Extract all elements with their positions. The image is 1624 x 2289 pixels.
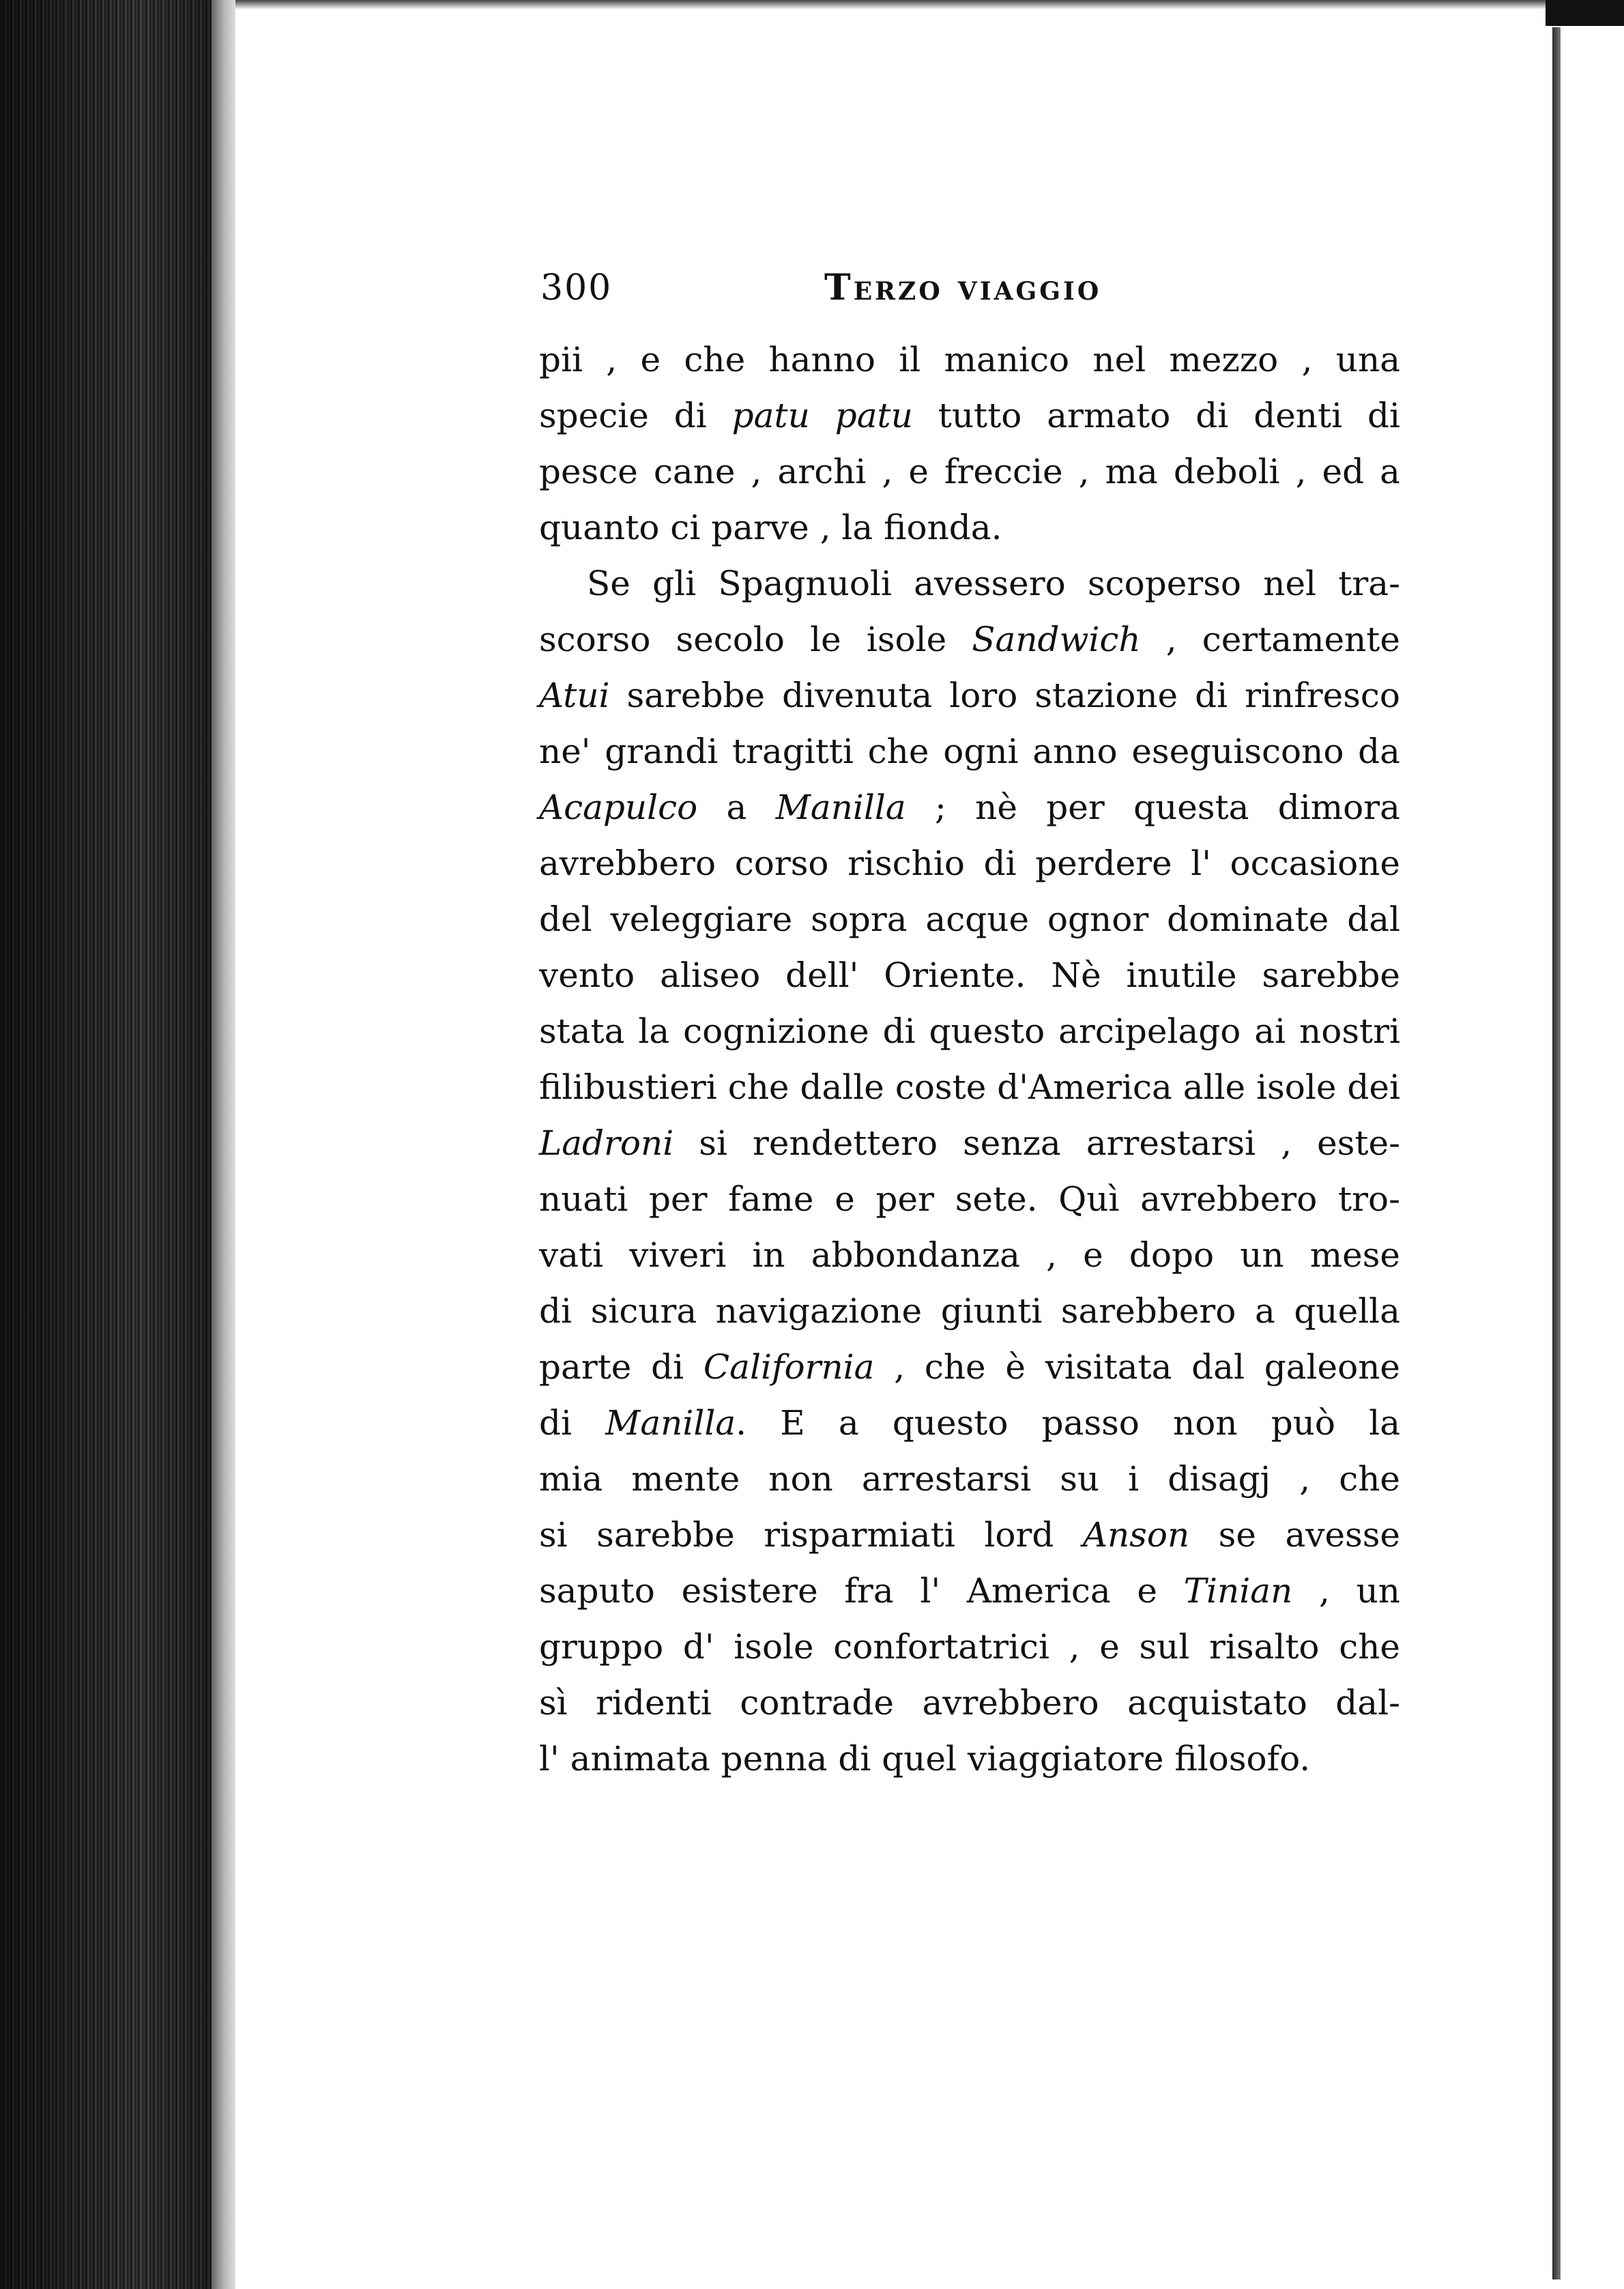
text-segment: stata la cognizione di questo arcipelago ai nostri (539, 1011, 1400, 1051)
text-segment: vento aliseo dell' Oriente. Nè inutile sarebbe (539, 955, 1400, 995)
text-segment: l' animata penna di quel viaggiatore filosofo. (539, 1739, 1311, 1779)
italic-name: Tinian (1183, 1571, 1293, 1611)
text-segment: del veleggiare sopra acque ognor dominate dal (539, 899, 1400, 939)
text-line (539, 779, 1400, 835)
text-line (539, 1003, 1400, 1059)
italic-name: Sandwich (972, 620, 1141, 659)
italic-name: Anson (1082, 1515, 1190, 1555)
text-segment: , certamente (1140, 620, 1400, 659)
text-line (539, 1227, 1400, 1283)
running-header (540, 268, 1155, 308)
right-top-dark-corner (1546, 0, 1624, 26)
text-line (539, 611, 1400, 667)
text-segment: se avesse (1189, 1515, 1401, 1555)
text-line (539, 1451, 1400, 1507)
text-line (539, 500, 1400, 556)
text-segment: tutto armato di denti di (912, 396, 1400, 435)
text-segment: specie di (539, 396, 732, 435)
text-line (539, 1675, 1400, 1731)
italic-name: Manilla (775, 788, 906, 827)
text-segment: a (697, 788, 776, 827)
text-segment: sì ridenti contrade avrebbero acquistato dal- (539, 1683, 1400, 1723)
text-segment: , un (1292, 1571, 1400, 1611)
right-edge-line (1552, 27, 1561, 2279)
text-line (539, 835, 1400, 891)
text-segment: , che è visitata dal galeone (874, 1347, 1400, 1387)
book-edge (0, 0, 235, 2289)
text-segment: mia mente non arrestarsi su i disagj , che (539, 1459, 1400, 1499)
text-segment: si sarebbe risparmiati lord (539, 1515, 1083, 1555)
text-segment: vati viveri in abbondanza , e dopo un mese (539, 1235, 1400, 1275)
text-line (539, 667, 1400, 723)
text-segment: . E a questo passo non può la (736, 1403, 1400, 1443)
italic-name: Atui (539, 676, 610, 715)
text-segment: sarebbe divenuta loro stazione di rinfresco (609, 676, 1400, 715)
text-segment: pesce cane , archi , e freccie , ma deboli , ed a (539, 452, 1400, 491)
text-segment: pii , e che hanno il manico nel mezzo , una (539, 340, 1400, 379)
text-segment: scorso secolo le isole (539, 620, 972, 659)
italic-name: California (703, 1347, 875, 1387)
running-head-title: Terzo viaggio (824, 267, 1102, 308)
text-line (539, 947, 1400, 1003)
text-line (539, 556, 1400, 611)
text-segment: di sicura navigazione giunti sarebbero a quella (539, 1291, 1400, 1331)
text-segment: nuati per fame e per sete. Quì avrebbero tro- (539, 1179, 1400, 1219)
text-line (539, 388, 1400, 444)
text-line (539, 1619, 1400, 1675)
text-segment: di (539, 1403, 606, 1443)
text-line (539, 1115, 1400, 1171)
text-segment: saputo esistere fra l' America e (539, 1571, 1184, 1611)
text-segment: parte di (539, 1347, 704, 1387)
text-line (539, 1507, 1400, 1563)
text-line (539, 723, 1400, 779)
text-line (539, 1731, 1400, 1787)
text-line (539, 332, 1400, 388)
text-segment: ; nè per questa dimora (905, 788, 1400, 827)
italic-name: Manilla (605, 1403, 736, 1443)
text-line (539, 1059, 1400, 1115)
text-segment: gruppo d' isole confortatrici , e sul risalto che (539, 1627, 1400, 1667)
text-segment: avrebbero corso rischio di perdere l' occasione (539, 844, 1400, 883)
text-segment: filibustieri che dalle coste d'America alle isole dei (539, 1067, 1400, 1107)
text-segment: si rendettero senza arrestarsi , este- (673, 1123, 1400, 1163)
text-line (539, 1563, 1400, 1619)
text-segment: Se gli Spagnuoli avessero scoperso nel tra- (587, 564, 1400, 603)
text-line (539, 444, 1400, 500)
page-number: 300 (540, 268, 613, 308)
italic-name: patu patu (731, 396, 913, 435)
italic-name: Ladroni (539, 1123, 674, 1163)
text-line (539, 1395, 1400, 1451)
text-segment: quanto ci parve , la fionda. (539, 508, 1002, 547)
text-line (539, 1339, 1400, 1395)
text-line (539, 1283, 1400, 1339)
text-line (539, 891, 1400, 947)
text-segment: ne' grandi tragitti che ogni anno eseguiscono da (539, 732, 1400, 771)
right-page-edge (1546, 0, 1624, 2289)
text-line (539, 1171, 1400, 1227)
body-text (539, 332, 1400, 1787)
top-scan-edge (235, 0, 1546, 10)
italic-name: Acapulco (539, 788, 698, 827)
